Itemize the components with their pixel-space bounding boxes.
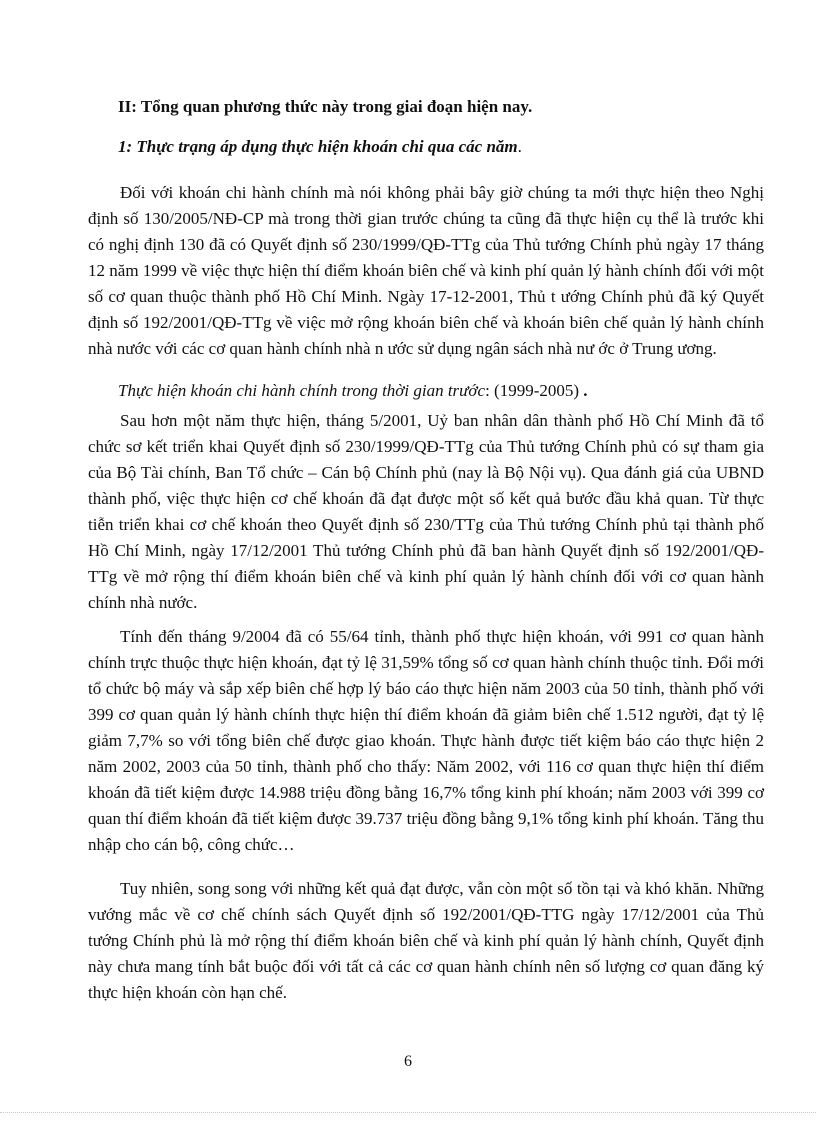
period-caption-years: : (1999-2005) xyxy=(485,381,584,400)
subsection-heading xyxy=(118,136,758,158)
footer-divider xyxy=(0,1112,816,1113)
paragraph-2: Sau hơn một năm thực hiện, tháng 5/2001, Uỷ ban nhân dân thành phố Hồ Chí Minh đã tổ chức sơ kết triển khai Quyết định số 230/1999/QĐ-TTg của Thủ tướng Chính phủ có sự tham gia của Bộ Tài chính, Ban Tổ chức – Cán bộ Chính phủ (nay là Bộ Nội vụ). Qua đánh giá của UBND thành phố, việc thực hiện cơ chế khoán đã đạt được một số kết quả bước đầu khả quan. Từ thực tiễn triển khai cơ chế khoán theo Quyết định số 230/TTg của Thủ tướng Chính phủ tại thành phố Hồ Chí Minh, ngày 17/12/2001 Thủ tướng Chính phủ đã ban hành Quyết định số 192/2001/QĐ-TTg về mở rộng thí điểm khoán biên chế và kinh phí quản lý hành chính đối với cơ quan hành chính nhà nước. xyxy=(88,411,764,612)
period-caption xyxy=(118,380,758,402)
paragraph-1: Đối với khoán chi hành chính mà nói không phải bây giờ chúng ta mới thực hiện theo Nghị định số 130/2005/NĐ-CP mà trong thời gian trước chúng ta cũng đã thực hiện cụ thể là trước khi có nghị định 130 đã có Quyết định số 230/1999/QĐ-TTg của Thủ tướng Chính phủ ngày 17 tháng 12 năm 1999 về việc thực hiện thí điểm khoán biên chế và kinh phí quản lý hành chính đối với một số cơ quan thuộc thành phố Hồ Chí Minh. Ngày 17-12-2001, Thủ t ướng Chính phủ đã ký Quyết định số 192/2001/QĐ-TTg về việc mở rộng khoán biên chế và khoán biên chế quản lý hành chính nhà nước với các cơ quan hành chính nhà n ước sử dụng ngân sách nhà nư ớc ở Trung ương. xyxy=(88,183,764,358)
section-heading: II: Tổng quan phương thức này trong giai đoạn hiện nay. xyxy=(118,97,533,116)
period-caption-italic: Thực hiện khoán chi hành chính trong thời gian trước xyxy=(118,381,486,400)
period-caption-period: . xyxy=(583,381,588,400)
subsection-heading-text: 1: Thực trạng áp dụng thực hiện khoán chi qua các năm xyxy=(118,137,518,156)
paragraph-3: Tính đến tháng 9/2004 đã có 55/64 tỉnh, thành phố thực hiện khoán, với 991 cơ quan hành chính trực thuộc thực hiện khoán, đạt tỷ lệ 31,59% tổng số cơ quan hành chính thuộc tỉnh. Đổi mới tổ chức bộ máy và sắp xếp biên chế hợp lý báo cáo thực hiện năm 2003 của 50 tỉnh, thành phố với 399 cơ quan quản lý hành chính thực hiện thí điểm khoán đã giảm biên chế 1.512 người, đạt tỷ lệ giảm 7,7% so với tổng biên chế được giao khoán. Thực hành được tiết kiệm báo cáo thực hiện 2 năm 2002, 2003 của 50 tỉnh, thành phố cho thấy: Năm 2002, với 116 cơ quan thực hiện thí điểm khoán đã tiết kiệm được 14.988 triệu đồng bằng 16,7% tổng kinh phí khoán; năm 2003 với 399 cơ quan thí điểm khoán đã tiết kiệm được 39.737 triệu đồng bằng 9,1% tổng kinh phí khoán. Tăng thu nhập cho cán bộ, công chức… xyxy=(88,627,764,854)
page-number: 6 xyxy=(404,1053,412,1070)
subsection-heading-period: . xyxy=(517,137,522,156)
paragraph-4: Tuy nhiên, song song với những kết quả đạt được, vẫn còn một số tồn tại và khó khăn. Những vướng mắc về cơ chế chính sách Quyết định số 192/2001/QĐ-TTG ngày 17/12/2001 của Thủ tướng Chính phủ là mở rộng thí điểm khoán biên chế và kinh phí quản lý hành chính, Quyết định này chưa mang tính bắt buộc đối với tất cả các cơ quan hành chính nên số lượng cơ quan đăng ký thực hiện khoán còn hạn chế. xyxy=(88,879,764,1002)
